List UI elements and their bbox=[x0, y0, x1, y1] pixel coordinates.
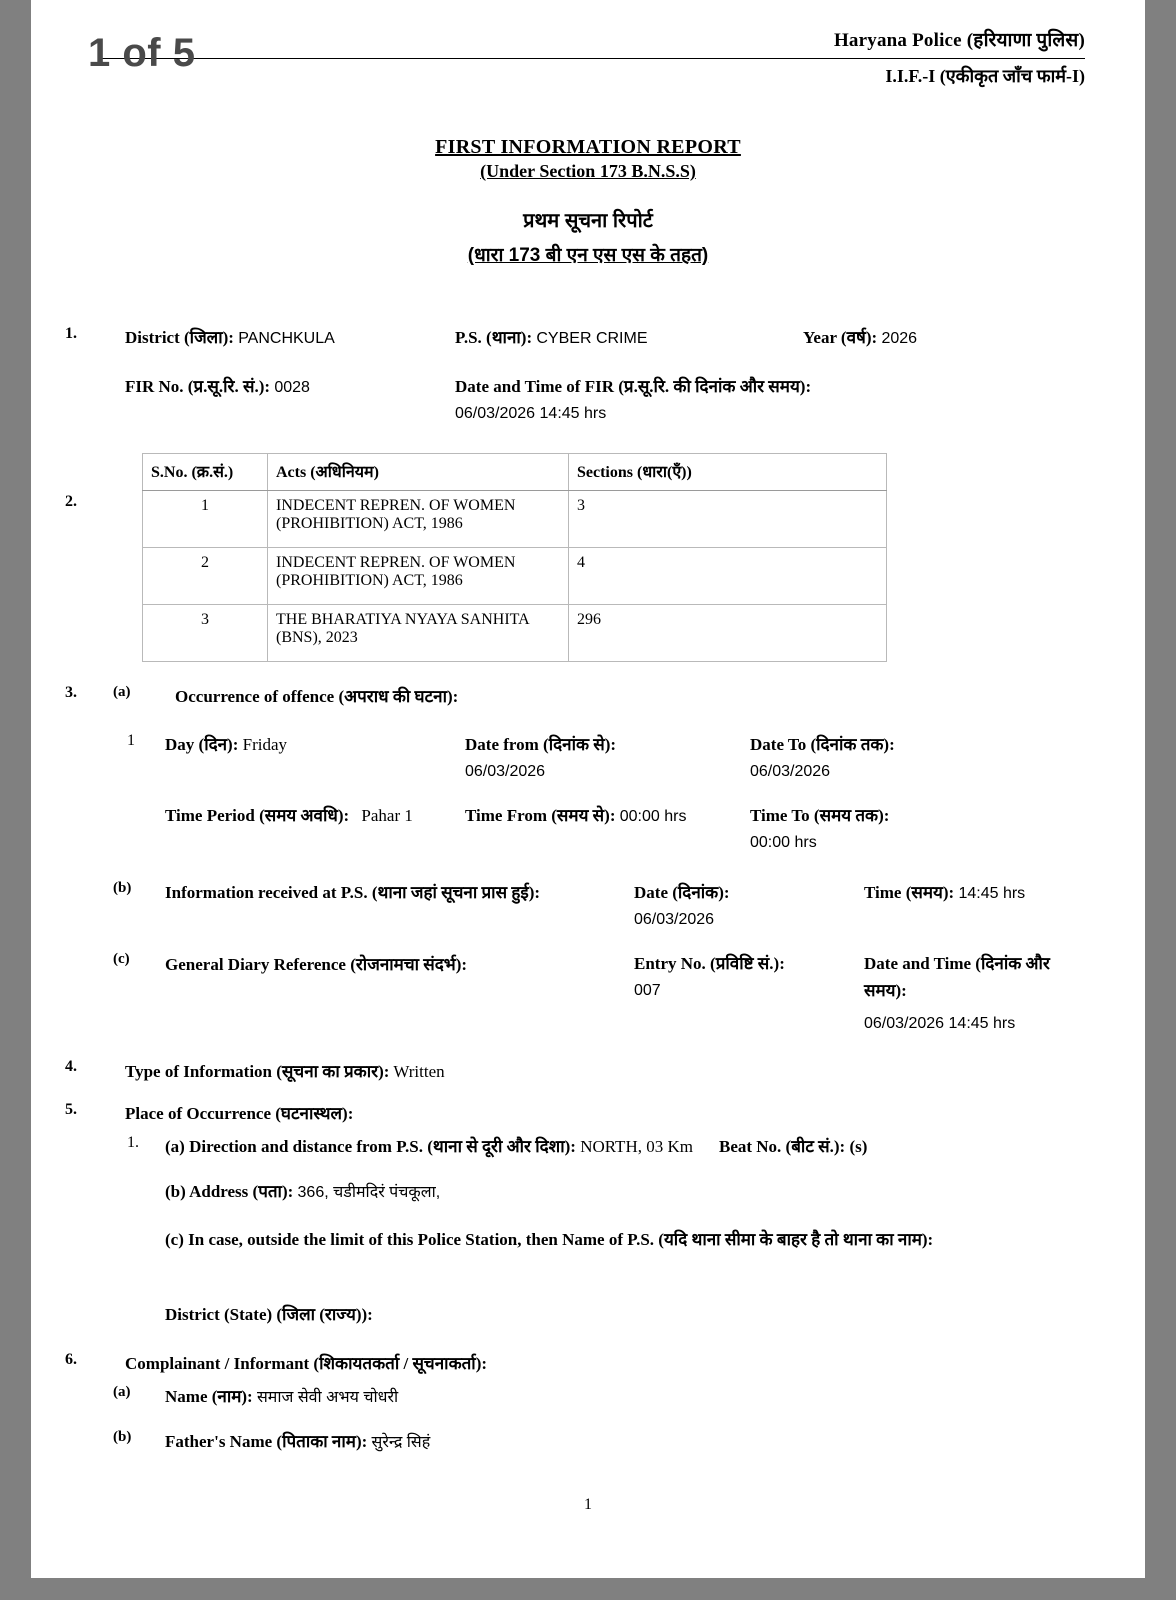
acts-sections-table bbox=[142, 453, 887, 662]
cell-act: THE BHARATIYA NYAYA SANHITA (BNS), 2023 bbox=[268, 605, 569, 662]
info-received-time-label: Time (समय): bbox=[864, 883, 955, 903]
section-6-complainant bbox=[65, 1351, 1111, 1452]
complainant-name-field bbox=[165, 1384, 1111, 1407]
page-title-hindi: प्रथम सूचना रिपोर्ट bbox=[523, 210, 653, 232]
type-of-information-value: Written bbox=[393, 1062, 445, 1082]
gd-datetime-field bbox=[864, 951, 1069, 1036]
section-6b-marker: (b) bbox=[113, 1428, 132, 1445]
year-value: 2026 bbox=[881, 330, 918, 347]
time-period-field bbox=[165, 803, 465, 852]
year-label: Year (वर्ष): bbox=[803, 328, 878, 347]
table-row bbox=[143, 605, 887, 662]
column-header-acts: Acts (अधिनियम) bbox=[268, 454, 569, 491]
page-subtitle-hindi: (धारा 173 बी एन एस एस के तहत) bbox=[467, 245, 709, 266]
date-to-value: 06/03/2026 bbox=[750, 763, 831, 781]
table-header-row bbox=[143, 454, 887, 491]
section-5-number: 5. bbox=[65, 1101, 77, 1119]
time-period-value: Pahar 1 bbox=[361, 806, 413, 826]
section-1-district-ps-year bbox=[65, 325, 1111, 423]
gd-datetime-label: Date and Time (दिनांक और समय): bbox=[864, 954, 1050, 1000]
cell-act: INDECENT REPREN. OF WOMEN (PROHIBITION) ACT, 1986 bbox=[268, 548, 569, 605]
police-station-field bbox=[455, 325, 755, 348]
place-of-occurrence-label: Place of Occurrence (घटनास्थल): bbox=[125, 1104, 354, 1124]
direction-distance-value: NORTH, 03 Km bbox=[580, 1136, 693, 1156]
general-diary-reference-label: General Diary Reference (रोजनामचा संदर्भ): bbox=[165, 955, 468, 975]
year-field bbox=[755, 325, 1043, 348]
info-received-date-field bbox=[634, 880, 864, 929]
occurrence-of-offence-label: Occurrence of offence (अपराध की घटना): bbox=[175, 687, 459, 706]
time-period-label: Time Period (समय अवधि): bbox=[165, 806, 350, 826]
complainant-name-label: Name (नाम): bbox=[165, 1386, 253, 1406]
complainant-name-value: समाज सेवी अभय चोधरी bbox=[256, 1388, 399, 1406]
gd-entry-field bbox=[634, 951, 864, 1036]
father-name-field bbox=[165, 1429, 1111, 1452]
section-3-number: 3. bbox=[65, 684, 77, 701]
gd-entry-value: 007 bbox=[634, 982, 661, 1000]
section-3b-marker: (b) bbox=[113, 880, 132, 897]
day-field bbox=[165, 732, 465, 781]
cell-section: 296 bbox=[569, 605, 887, 662]
type-of-information-label: Type of Information (सूचना का प्रकार): bbox=[125, 1062, 390, 1082]
fir-number-value: 0028 bbox=[274, 379, 310, 396]
section-1-number: 1. bbox=[65, 325, 77, 342]
date-to-label: Date To (दिनांक तक): bbox=[750, 735, 895, 755]
fir-number-label: FIR No. (प्र.सू.रि. सं.): bbox=[125, 377, 271, 396]
police-station-value: CYBER CRIME bbox=[536, 330, 648, 347]
direction-distance-row bbox=[165, 1134, 1111, 1157]
day-label: Day (दिन): bbox=[165, 735, 239, 755]
section-2-number: 2. bbox=[65, 493, 77, 510]
section-4-number: 4. bbox=[65, 1058, 77, 1076]
father-name-label: Father's Name (पिताका नाम): bbox=[165, 1431, 368, 1451]
address-field bbox=[165, 1179, 1111, 1202]
district-label: District (जिला): bbox=[125, 328, 234, 347]
date-to-field bbox=[750, 732, 1010, 781]
time-from-label: Time From (समय से): bbox=[465, 806, 616, 826]
beat-number-label: Beat No. (बीट सं.): (s) bbox=[718, 1136, 868, 1156]
day-value: Friday bbox=[242, 735, 288, 755]
organisation-name: Haryana Police (हरियाणा पुलिस) bbox=[833, 30, 1085, 51]
column-header-sections: Sections (धारा(एँ)) bbox=[569, 454, 887, 491]
outside-limit-ps-label: (c) In case, outside the limit of this Police Station, then Name of P.S. (यदि थाना सीमा के बाहर है तो थाना का नाम): bbox=[165, 1229, 934, 1249]
date-from-label: Date from (दिनांक से): bbox=[465, 735, 617, 755]
fir-number-field bbox=[125, 374, 455, 423]
time-from-field bbox=[465, 803, 750, 852]
fir-datetime-value: 06/03/2026 14:45 hrs bbox=[455, 405, 607, 422]
section-4-type-of-information bbox=[65, 1058, 1111, 1085]
section-3a-marker: (a) bbox=[113, 684, 131, 700]
page-indicator-overlay: 1 of 5 bbox=[88, 31, 196, 75]
occurrence-row-index: 1 bbox=[127, 732, 135, 750]
father-name-value: सुरेन्द्र सिहं bbox=[371, 1433, 431, 1451]
document-header bbox=[65, 26, 1111, 88]
district-state-label: District (State) (जिला (राज्य)): bbox=[165, 1304, 373, 1324]
table-row bbox=[143, 548, 887, 605]
address-value: 366, चडीमदिरं पंचकूला, bbox=[297, 1183, 441, 1201]
section-5-place-of-occurrence bbox=[65, 1101, 1111, 1324]
section-6-number: 6. bbox=[65, 1350, 77, 1368]
time-to-field bbox=[750, 803, 1010, 852]
fir-datetime-field bbox=[455, 374, 975, 423]
table-row bbox=[143, 491, 887, 548]
column-header-sno: S.No. (क्र.सं.) bbox=[143, 454, 268, 491]
cell-sno: 2 bbox=[143, 548, 268, 605]
document-page bbox=[31, 0, 1145, 1578]
gd-datetime-value: 06/03/2026 14:45 hrs bbox=[864, 1015, 1016, 1033]
time-to-label: Time To (समय तक): bbox=[750, 806, 890, 826]
date-from-field bbox=[465, 732, 750, 781]
info-received-time-field bbox=[864, 880, 1064, 929]
info-received-date-value: 06/03/2026 bbox=[634, 911, 715, 929]
page-subtitle: (Under Section 173 B.N.S.S) bbox=[480, 161, 696, 181]
page-title: FIRST INFORMATION REPORT bbox=[435, 136, 741, 158]
address-label: (b) Address (पता): bbox=[165, 1181, 294, 1201]
section-3-occurrence bbox=[65, 684, 1111, 1036]
cell-section: 3 bbox=[569, 491, 887, 548]
direction-distance-label: (a) Direction and distance from P.S. (थाना से दूरी और दिशा): bbox=[165, 1136, 576, 1156]
gd-entry-label: Entry No. (प्रविष्टि सं.): bbox=[634, 954, 785, 974]
page-number-footer: 1 bbox=[584, 1496, 592, 1513]
info-received-time-value: 14:45 hrs bbox=[958, 885, 1026, 903]
section-6a-marker: (a) bbox=[113, 1383, 131, 1400]
document-title-block bbox=[65, 136, 1111, 267]
section-3c-marker: (c) bbox=[113, 951, 130, 968]
complainant-informant-label: Complainant / Informant (शिकायतकर्ता / सूचनाकर्ता): bbox=[125, 1353, 488, 1373]
type-of-information-field bbox=[125, 1058, 1111, 1085]
district-field bbox=[125, 325, 455, 348]
information-received-label: Information received at P.S. (थाना जहां सूचना प्रास हुई): bbox=[165, 883, 541, 903]
fir-datetime-label: Date and Time of FIR (प्र.सू.रि. की दिनांक और समय): bbox=[455, 377, 812, 396]
section-2-acts-sections bbox=[65, 453, 1111, 662]
police-station-label: P.S. (थाना): bbox=[455, 328, 533, 347]
form-code: I.I.F.-I (एकीकृत जाँच फार्म-I) bbox=[885, 66, 1085, 86]
district-value: PANCHKULA bbox=[238, 330, 335, 347]
date-from-value: 06/03/2026 bbox=[465, 763, 546, 781]
time-to-value: 00:00 hrs bbox=[750, 834, 817, 852]
cell-sno: 3 bbox=[143, 605, 268, 662]
header-divider bbox=[101, 58, 1085, 59]
place-item-index: 1. bbox=[127, 1133, 139, 1151]
time-from-value: 00:00 hrs bbox=[619, 808, 687, 826]
cell-sno: 1 bbox=[143, 491, 268, 548]
cell-section: 4 bbox=[569, 548, 887, 605]
cell-act: INDECENT REPREN. OF WOMEN (PROHIBITION) ACT, 1986 bbox=[268, 491, 569, 548]
info-received-date-label: Date (दिनांक): bbox=[634, 883, 730, 903]
